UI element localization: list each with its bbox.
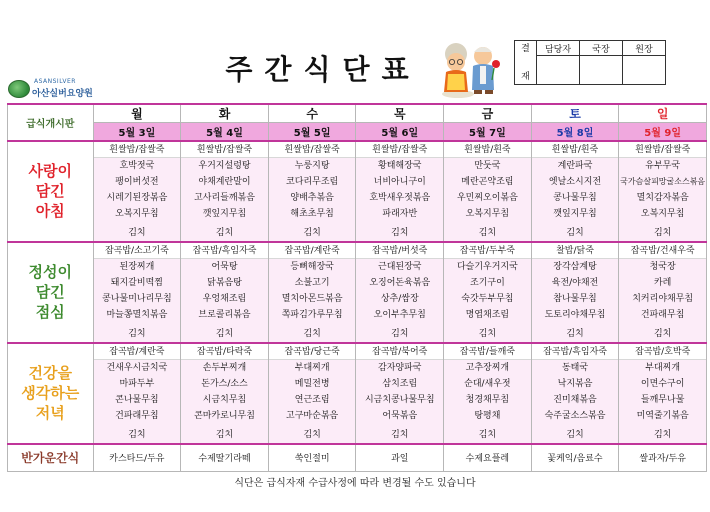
menu-item: 동태국 xyxy=(561,362,589,373)
menu-rice-porridge: 잡곡밥/두부죽 xyxy=(444,243,531,259)
menu-item: 계란파국 xyxy=(557,160,593,171)
snack-item: 쑥인절미 xyxy=(268,444,356,472)
menu-item: 숙주굴소스볶음 xyxy=(544,410,606,421)
menu-item: 콘마카로니무침 xyxy=(194,410,255,421)
footer-notice: 식단은 급식자재 수급사정에 따라 변경될 수도 있습니다 xyxy=(234,478,476,489)
page-title: 주간식단표 xyxy=(225,53,421,86)
menu-item: 된장찌개 xyxy=(119,261,155,272)
meal-label-line: 저녁 xyxy=(35,404,65,422)
weekday-mon: 월 xyxy=(93,104,181,123)
menu-item: 국가슴살피망굴소스볶음 xyxy=(620,176,706,186)
menu-item: 다슬기우거지국 xyxy=(456,261,518,272)
date-fri: 5월 7일 xyxy=(444,123,532,141)
menu-item: 어묵볶음 xyxy=(382,410,418,421)
menu-item: 김치 xyxy=(303,227,321,238)
snack-item: 수제요플레 xyxy=(444,444,532,472)
approval-header-head: 원장 xyxy=(623,41,666,56)
menu-item: 멸치아몬드볶음 xyxy=(281,293,343,304)
approval-sign-head[interactable] xyxy=(623,56,666,85)
menu-item: 파래자반 xyxy=(382,208,418,219)
menu-cell xyxy=(268,242,356,343)
menu-item: 카레 xyxy=(653,277,672,288)
menu-item: 호박새우젓볶음 xyxy=(369,192,431,203)
snack-item: 과일 xyxy=(356,444,444,472)
menu-rice-porridge: 잡곡밥/소고기죽 xyxy=(94,243,181,259)
meal-label-dinner xyxy=(8,343,94,444)
menu-item: 김치 xyxy=(128,227,146,238)
menu-rice-porridge: 잡곡밥/계란죽 xyxy=(269,243,356,259)
menu-item: 깻잎지무침 xyxy=(202,208,247,219)
menu-item: 시금치무침 xyxy=(202,394,247,405)
menu-item: 미역줄기볶음 xyxy=(636,410,689,421)
menu-item: 김치 xyxy=(215,227,234,238)
menu-rice-porridge: 흰쌀밥/잡쌀죽 xyxy=(94,142,181,158)
menu-item: 닭볶음탕 xyxy=(207,277,242,288)
menu-item: 시금치콩나물무침 xyxy=(364,394,435,405)
menu-item: 김치 xyxy=(566,429,584,440)
section-label: 급식개시판 xyxy=(26,118,75,130)
logo-english-name: ASANSILVER xyxy=(34,78,76,85)
menu-item: 오이부추무침 xyxy=(373,309,426,320)
menu-item: 마늘쫑멸치볶음 xyxy=(106,309,168,320)
menu-rice-porridge: 잡곡밥/흑임자죽 xyxy=(532,344,619,360)
menu-item: 누룽지탕 xyxy=(294,160,330,171)
menu-rice-porridge: 흰쌀밥/잡쌀죽 xyxy=(619,142,706,158)
menu-item: 김치 xyxy=(303,429,321,440)
menu-item: 깻잎지무침 xyxy=(553,208,597,219)
menu-item: 김치 xyxy=(391,328,409,339)
menu-cell xyxy=(531,242,619,343)
meal-label-text xyxy=(8,161,93,221)
menu-cell xyxy=(356,343,444,444)
menu-item: 조기구이 xyxy=(470,277,505,288)
meal-label-line: 건강을 xyxy=(28,364,73,382)
date-tue: 5월 4일 xyxy=(181,123,269,141)
menu-cell xyxy=(619,141,707,242)
menu-rice-porridge: 잡곡밥/들깨죽 xyxy=(444,344,531,360)
date-sun: 5월 9일 xyxy=(619,123,707,141)
menu-item: 돈가스/소스 xyxy=(201,378,248,389)
menu-item: 청경채무침 xyxy=(465,394,510,405)
menu-item: 너비아니구이 xyxy=(373,176,426,187)
date-mon: 5월 3일 xyxy=(93,123,181,141)
menu-item: 건파래무침 xyxy=(115,410,159,421)
menu-item: 호박젓국 xyxy=(119,160,155,171)
menu-item: 연근조림 xyxy=(294,394,330,405)
weekday-sun: 일 xyxy=(619,104,707,123)
menu-cell xyxy=(181,343,269,444)
menu-item: 우거지설렁탕 xyxy=(198,160,251,171)
menu-rice-porridge: 찰밥/닭죽 xyxy=(532,243,619,259)
menu-item: 등뼈해장국 xyxy=(290,261,334,272)
menu-item: 근대된장국 xyxy=(378,261,422,272)
menu-item: 코다리무조림 xyxy=(286,176,339,187)
menu-item: 낙지볶음 xyxy=(557,378,593,389)
menu-item: 시레기된장볶음 xyxy=(106,192,168,203)
menu-item: 김치 xyxy=(653,429,672,440)
menu-item: 부대찌개 xyxy=(645,362,681,373)
menu-item: 장각삼계탕 xyxy=(553,261,597,272)
menu-cell xyxy=(93,242,181,343)
menu-item: 오복지무침 xyxy=(465,208,510,219)
menu-item: 김치 xyxy=(303,328,321,339)
menu-item: 이면수구이 xyxy=(640,378,685,389)
meal-label-text xyxy=(8,363,93,423)
menu-rice-porridge: 잡곡밥/북어죽 xyxy=(356,344,443,360)
snack-item: 꽃케익/음료수 xyxy=(531,444,619,472)
menu-item: 멸치감자볶음 xyxy=(636,192,689,203)
menu-cell xyxy=(268,141,356,242)
menu-item: 탕평채 xyxy=(474,410,501,421)
logo-korean-name: 아산실버요양원 xyxy=(32,89,93,99)
menu-item: 김치 xyxy=(478,227,497,238)
menu-item: 삼치조림 xyxy=(382,378,418,389)
menu-item: 우엉채조림 xyxy=(202,293,247,304)
menu-item: 해초초무침 xyxy=(290,208,334,219)
menu-rice-porridge: 잡곡밥/계란죽 xyxy=(94,344,181,360)
meal-label-breakfast xyxy=(8,141,94,242)
menu-item: 김치 xyxy=(128,328,146,339)
menu-cell xyxy=(93,141,181,242)
menu-cell xyxy=(444,141,532,242)
approval-side-label: 결 재 xyxy=(515,41,537,85)
menu-item: 김치 xyxy=(653,328,672,339)
menu-item: 고사리들깨볶음 xyxy=(194,192,255,203)
menu-item: 김치 xyxy=(215,429,234,440)
weekday-wed: 수 xyxy=(268,104,356,123)
menu-item: 육전/야채전 xyxy=(551,277,599,288)
menu-item: 감자양파국 xyxy=(378,362,422,373)
menu-cell xyxy=(356,242,444,343)
menu-item: 건파래무침 xyxy=(640,309,685,320)
menu-item: 김치 xyxy=(653,227,672,238)
menu-rice-porridge: 잡곡밥/건새우죽 xyxy=(619,243,706,259)
weekday-tue: 화 xyxy=(181,104,269,123)
menu-item: 김치 xyxy=(478,429,497,440)
menu-item: 유부무국 xyxy=(645,160,681,171)
menu-cell xyxy=(268,343,356,444)
menu-item: 마파두부 xyxy=(119,378,155,389)
menu-rice-porridge: 흰쌀밥/흰죽 xyxy=(444,142,531,158)
facility-logo xyxy=(8,78,112,102)
menu-cell xyxy=(181,141,269,242)
menu-rice-porridge: 흰쌀밥/잡쌀죽 xyxy=(269,142,356,158)
meal-label-line: 아침 xyxy=(35,202,65,220)
approval-header-director: 국장 xyxy=(580,41,623,56)
menu-item: 소불고기 xyxy=(294,277,330,288)
meal-label-line: 담긴 xyxy=(35,182,65,200)
approval-header-staff: 담당자 xyxy=(537,41,580,56)
approval-sign-director[interactable] xyxy=(580,56,623,85)
menu-item: 어묵탕 xyxy=(211,261,238,272)
menu-item: 브로콜리볶음 xyxy=(198,309,251,320)
weekday-fri: 금 xyxy=(444,104,532,123)
weekday-thu: 목 xyxy=(356,104,444,123)
snack-item: 수제딸기라떼 xyxy=(181,444,269,472)
menu-rice-porridge: 흰쌀밥/잡쌀죽 xyxy=(356,142,443,158)
menu-item: 김치 xyxy=(566,328,584,339)
menu-cell xyxy=(444,242,532,343)
weekday-sat: 토 xyxy=(531,104,619,123)
menu-item: 콘나물무침 xyxy=(115,394,159,405)
snack-row xyxy=(8,444,707,472)
menu-item: 청국장 xyxy=(649,261,676,272)
menu-cell xyxy=(619,343,707,444)
menu-item: 건새우시금치국 xyxy=(106,362,168,373)
menu-item: 메란곤약조림 xyxy=(461,176,514,187)
elderly-couple-illustration-icon xyxy=(436,40,504,100)
menu-rice-porridge: 잡곡밥/당근죽 xyxy=(269,344,356,360)
menu-cell xyxy=(619,242,707,343)
meal-label-lunch xyxy=(8,242,94,343)
menu-cell xyxy=(531,343,619,444)
approval-sign-staff[interactable] xyxy=(537,56,580,85)
date-sat: 5월 8일 xyxy=(531,123,619,141)
menu-item: 오복지무침 xyxy=(640,208,685,219)
menu-rice-porridge: 잡곡밥/흑임자죽 xyxy=(181,243,268,259)
menu-cell xyxy=(93,343,181,444)
menu-item: 도토리야채무침 xyxy=(544,309,606,320)
menu-item: 순대/새우젓 xyxy=(464,378,511,389)
menu-item: 김치 xyxy=(391,227,409,238)
menu-item: 치커리야채무침 xyxy=(632,293,694,304)
meal-label-text xyxy=(8,262,93,322)
menu-cell xyxy=(444,343,532,444)
menu-item: 김치 xyxy=(215,328,234,339)
meal-label-line: 생각하는 xyxy=(21,384,80,402)
menu-rice-porridge: 잡곡밥/타락죽 xyxy=(181,344,268,360)
menu-cell xyxy=(356,141,444,242)
menu-item: 고구마순볶음 xyxy=(286,410,339,421)
date-thu: 5월 6일 xyxy=(356,123,444,141)
menu-item: 팽이버섯전 xyxy=(115,176,159,187)
weekly-menu-table xyxy=(7,103,707,472)
meal-label-line: 점심 xyxy=(35,303,65,321)
menu-item: 상추/쌈장 xyxy=(380,293,419,304)
snack-label: 반가운간식 xyxy=(8,444,94,472)
date-wed: 5월 5일 xyxy=(268,123,356,141)
menu-rice-porridge: 잡곡밥/호박죽 xyxy=(619,344,706,360)
menu-item: 만둣국 xyxy=(474,160,501,171)
menu-item: 우민찌오이볶음 xyxy=(456,192,518,203)
approval-signature-box xyxy=(514,40,666,85)
menu-item: 진미채볶음 xyxy=(553,394,597,405)
section-label-cell xyxy=(8,104,94,141)
date-row xyxy=(8,123,707,141)
menu-item: 엣날소시지전 xyxy=(548,176,602,187)
menu-rice-porridge: 잡곡밥/버섯죽 xyxy=(356,243,443,259)
menu-item: 오징어돈육볶음 xyxy=(369,277,431,288)
menu-rice-porridge: 흰쌀밥/잡쌀죽 xyxy=(181,142,268,158)
menu-item: 김치 xyxy=(128,429,146,440)
menu-cell xyxy=(181,242,269,343)
menu-item: 고추장찌개 xyxy=(465,362,510,373)
weekday-header-row xyxy=(8,104,707,123)
menu-item: 콩나물미나리무침 xyxy=(102,293,172,304)
menu-item: 숙갓두부무침 xyxy=(461,293,514,304)
meal-row-lunch xyxy=(8,242,707,343)
menu-item: 참나물무침 xyxy=(553,293,597,304)
menu-item: 들깨무나물 xyxy=(640,394,685,405)
meal-label-line: 정성이 xyxy=(28,263,73,281)
menu-item: 황태해장국 xyxy=(378,160,422,171)
menu-item: 돼지갈비떡찜 xyxy=(110,277,163,288)
menu-item: 손두부찌개 xyxy=(202,362,247,373)
meal-label-line: 사랑이 xyxy=(28,162,73,180)
menu-item: 오복지무침 xyxy=(115,208,159,219)
menu-cell xyxy=(531,141,619,242)
snack-item: 쌀과자/두유 xyxy=(619,444,707,472)
menu-item: 쪽파김가루무침 xyxy=(281,309,343,320)
menu-rice-porridge: 흰쌀밥/흰죽 xyxy=(532,142,619,158)
menu-item: 김치 xyxy=(391,429,409,440)
logo-emblem-icon xyxy=(8,80,30,98)
menu-item: 명엽채조림 xyxy=(465,309,510,320)
menu-item: 양배추볶음 xyxy=(290,192,334,203)
snack-item: 카스타드/두유 xyxy=(93,444,181,472)
menu-item: 김치 xyxy=(478,328,497,339)
meal-row-dinner xyxy=(8,343,707,444)
menu-item: 메밀전병 xyxy=(294,378,330,389)
menu-item: 김치 xyxy=(566,227,584,238)
menu-item: 야채계란말이 xyxy=(198,176,251,187)
meal-row-breakfast xyxy=(8,141,707,242)
menu-item: 부대찌개 xyxy=(294,362,330,373)
meal-label-line: 담긴 xyxy=(35,283,65,301)
menu-item: 콩나물무침 xyxy=(553,192,597,203)
